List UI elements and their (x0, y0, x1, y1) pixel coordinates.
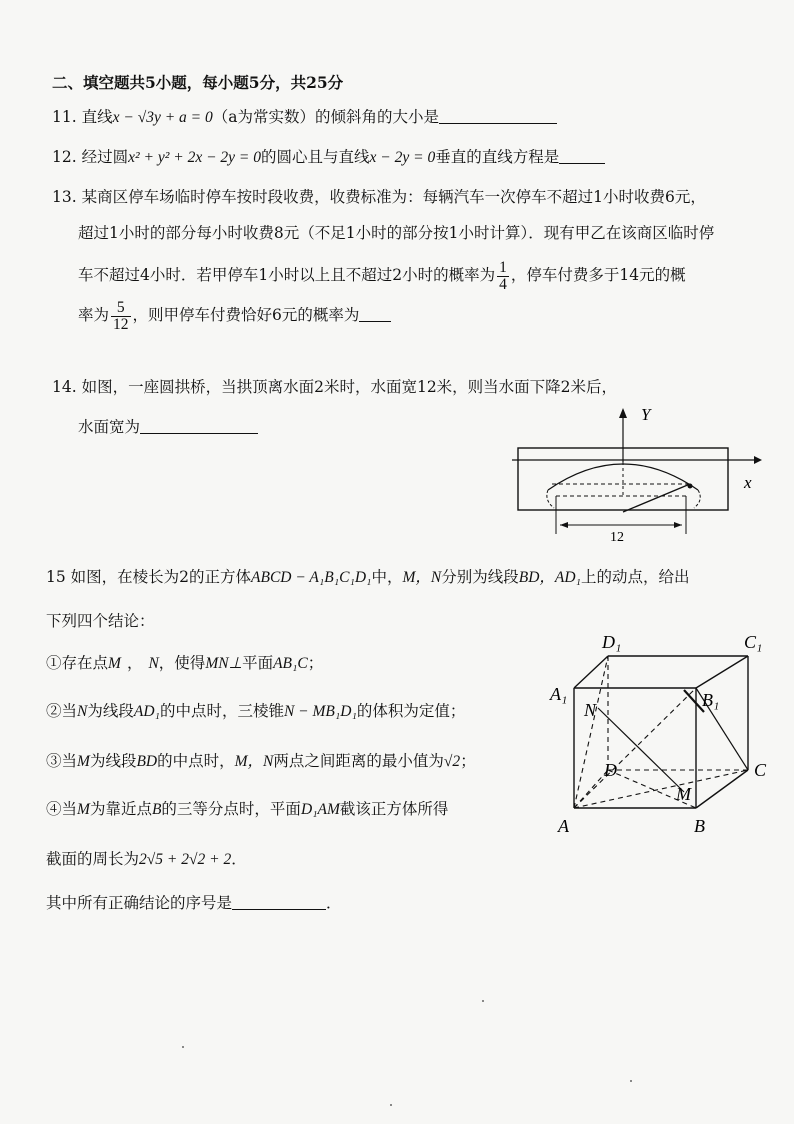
q11-answer-blank[interactable] (439, 108, 557, 124)
c3-mid3: 两点之间距离的最小值为 (273, 752, 444, 770)
q15-mn: M，N (402, 569, 442, 586)
b1-pointer-mark (684, 690, 704, 712)
q15-cube: ABCD − A₁B₁C₁D₁ (251, 569, 372, 586)
label-n: N (584, 700, 597, 720)
q15-line1-post: 上的动点，给出 (580, 568, 690, 586)
q14-number: 14. (52, 378, 77, 396)
question-14-line2 (78, 416, 258, 438)
q15-line1-mid2: 分别为线段 (441, 568, 519, 586)
q15-conclusion-1 (46, 652, 323, 675)
label-m: M (676, 784, 691, 804)
q13-frac2-denominator: 12 (113, 315, 129, 333)
q12-number: 12. (52, 148, 77, 166)
c3-seg: BD (136, 753, 158, 770)
edge-b-c (696, 770, 748, 808)
c1-rel: MN⊥ (205, 655, 243, 672)
label-a1: A₁ (550, 684, 568, 704)
q15-conclusion-3 (46, 750, 476, 773)
q15-conclusion-4-line2 (46, 848, 247, 871)
c1-m: M (108, 655, 121, 672)
c2-n: N (77, 703, 88, 720)
q11-mid: （a为常实数）的倾斜角的大小是 (212, 108, 440, 126)
question-14-line1 (52, 376, 617, 398)
arch-point (688, 484, 693, 489)
q15-line1-mid: 中， (371, 568, 403, 586)
q13-line4-pre: 率为 (78, 306, 110, 324)
q12-line-equation: x − 2y = 0 (369, 149, 436, 166)
final-post: ． (326, 894, 342, 912)
q13-number: 13. (52, 188, 77, 206)
q12-circle-equation: x² + y² + 2x − 2y = 0 (128, 149, 262, 166)
dim-arrow-right (674, 522, 682, 528)
q15-final-question (46, 892, 342, 914)
q13-line1: 某商区停车场临时停车按时段收费，收费标准为：每辆汽车一次停车不超过1小时收费6元， (81, 188, 706, 206)
q13-fraction-2 (111, 300, 131, 333)
c1-sep: ， (126, 654, 143, 672)
c4-plane: D₁AM (300, 801, 340, 818)
c4-post: 截该正方体所得 (339, 800, 449, 818)
label-c1: C₁ (744, 632, 763, 652)
x-axis-arrow (754, 456, 762, 464)
q11-pre: 直线 (81, 108, 113, 126)
edge-a1-d1 (574, 656, 608, 688)
c4-line2-pre: 截面的周长为 (46, 850, 140, 868)
c2-seg: AD₁ (133, 703, 160, 720)
c4-b: B (151, 801, 162, 818)
x-axis-label: x (744, 473, 752, 492)
question-13-line1 (52, 186, 706, 208)
c3-mid: 为线段 (89, 752, 137, 770)
diagonal-a-d1 (574, 656, 608, 808)
q13-answer-blank[interactable] (359, 306, 391, 322)
c1-plane: AB₁C (273, 655, 308, 672)
y-axis-arrow (619, 408, 627, 418)
q15-line1-pre: 15 如图，在棱长为2的正方体 (46, 568, 252, 586)
question-12 (52, 146, 605, 169)
arch-right-extension (694, 490, 700, 508)
q13-line3-pre: 车不超过4小时．若甲停车1小时以上且不超过2小时的概率为 (78, 266, 496, 284)
c3-value: √2 (443, 753, 461, 770)
q13-line3 (78, 258, 686, 293)
c4-pre: ④当 (46, 800, 78, 818)
label-b: B (694, 816, 705, 836)
c4-mid2: 的三等分点时，平面 (161, 800, 301, 818)
q12-answer-blank[interactable] (559, 148, 605, 164)
final-text: 其中所有正确结论的序号是 (46, 894, 233, 912)
bridge-arch-figure (508, 400, 768, 545)
c4-mid: 为靠近点 (89, 800, 152, 818)
q12-pre: 经过圆 (81, 148, 129, 166)
q13-frac1-numerator: 1 (499, 258, 507, 276)
width-label: 12 (610, 530, 624, 545)
c2-mid2: 的中点时，三棱锥 (159, 702, 284, 720)
q15-answer-blank[interactable] (232, 894, 326, 910)
q13-line2: 超过1小时的部分每小时收费8元（不足1小时的部分按1小时计算）．现有甲乙在该商区临时停 (78, 224, 715, 242)
c2-mid: 为线段 (87, 702, 134, 720)
c1-mid: ，使得 (158, 654, 206, 672)
y-axis-label: Y (641, 405, 651, 424)
c4-line2-post: ． (231, 850, 247, 868)
edge-a-d (574, 770, 608, 808)
q15-line2: 下列四个结论： (46, 612, 155, 630)
q15-conclusion-4 (46, 798, 448, 821)
edge-b1-c1 (696, 656, 748, 688)
c1-n: N (148, 655, 159, 672)
scan-speck (182, 1046, 184, 1048)
q14-answer-blank[interactable] (140, 418, 258, 434)
c2-tet: N − MB₁D₁ (283, 703, 357, 720)
label-d1: D₁ (602, 632, 622, 652)
q14-line1: 如图，一座圆拱桥，当拱顶离水面2米时，水面宽12米，则当水面下降2米后， (81, 378, 618, 396)
c1-mid2: 平面 (242, 654, 274, 672)
q11-number: 11. (52, 108, 77, 126)
c1-post: ； (307, 654, 324, 672)
scan-speck (482, 1000, 484, 1002)
question-15-line1 (46, 566, 689, 589)
q13-frac1-denominator: 4 (499, 275, 507, 293)
q15-segments: BD，AD₁ (518, 569, 581, 586)
c3-m: M (77, 753, 90, 770)
scan-speck (390, 1104, 392, 1106)
label-a: A (558, 816, 569, 836)
question-11 (52, 106, 557, 129)
q14-line2: 水面宽为 (78, 418, 141, 436)
cube-figure (546, 628, 786, 843)
c3-mn: M，N (234, 753, 274, 770)
c3-mid2: 的中点时， (157, 752, 235, 770)
c2-post: 的体积为定值； (356, 702, 466, 720)
c1-pre: ①存在点 (46, 654, 109, 672)
c4-m: M (77, 801, 90, 818)
c2-pre: ②当 (46, 702, 78, 720)
radius-line (623, 484, 690, 512)
q13-line4 (78, 298, 391, 333)
label-b1: B₁ (702, 690, 720, 710)
q13-line4-post: ，则甲停车付费恰好6元的概率为 (132, 306, 360, 324)
arch-left-extension (547, 490, 554, 508)
section-header: 二、填空题共5小题，每小题5分，共25分 (52, 73, 344, 92)
c3-post: ； (460, 752, 476, 770)
label-c: C (754, 760, 767, 780)
label-d: D (604, 760, 617, 780)
dim-arrow-left (560, 522, 568, 528)
q13-frac2-numerator: 5 (111, 300, 131, 317)
c4-value: 2√5 + 2√2 + 2 (139, 851, 232, 868)
q13-fraction-1 (497, 260, 509, 293)
q11-equation: x − √3y + a = 0 (112, 109, 213, 126)
q12-post: 垂直的直线方程是 (435, 148, 560, 166)
scan-speck (630, 1080, 632, 1082)
c3-pre: ③当 (46, 752, 78, 770)
q13-line3-post: ，停车付费多于14元的概 (510, 266, 686, 284)
q15-conclusion-2 (46, 700, 465, 723)
q12-mid: 的圆心且与直线 (261, 148, 370, 166)
